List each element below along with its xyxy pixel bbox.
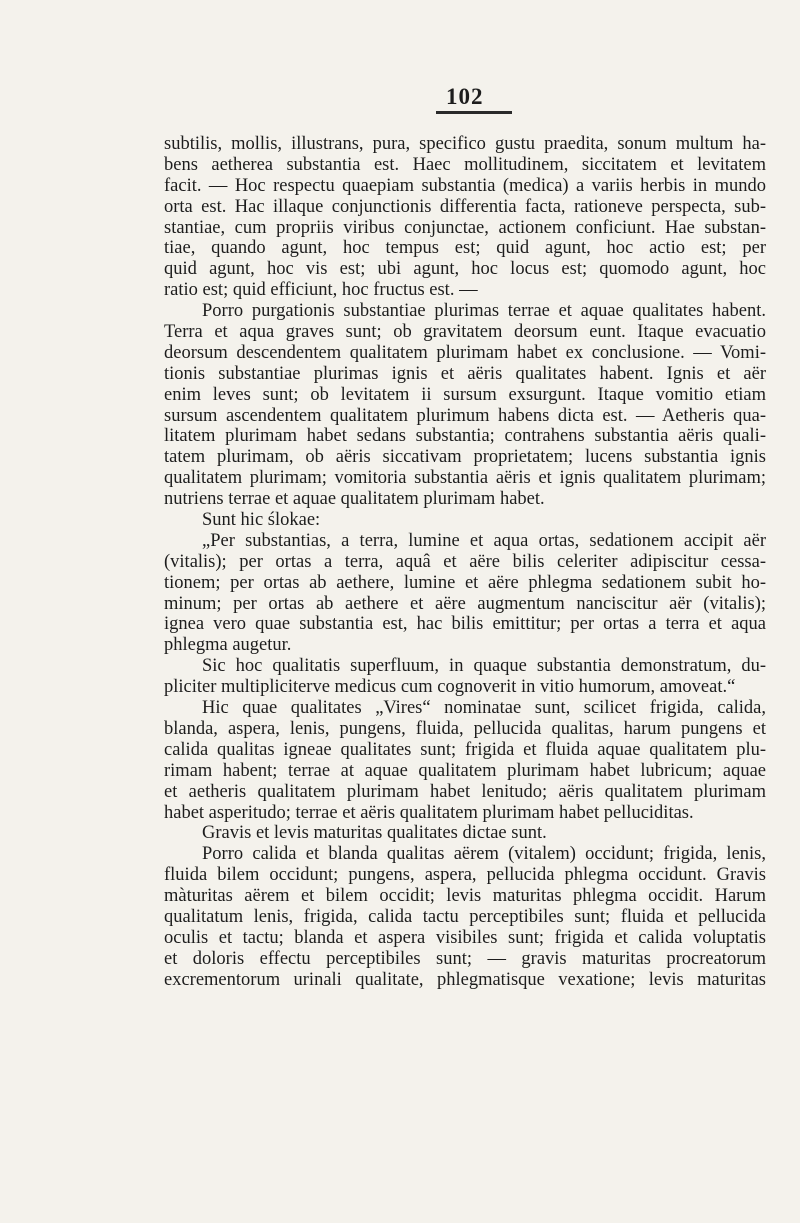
text-line: Hic quae qualitates „Vires“ nominatae sunt, scilicet frigida, calida,	[202, 698, 766, 719]
text-line: „Per substantias, a terra, lumine et aqua ortas, sedationem accipit aër	[202, 530, 766, 551]
text-line: Sunt hic ślokae:	[202, 510, 321, 531]
text-line: et aetheris qualitatem plurimam habet lenitudo; aëris qualitatem plurimam	[164, 781, 766, 802]
text-line: bens aetherea substantia est. Haec mollitudinem, siccitatem et levitatem	[164, 154, 766, 175]
text-line: Porro calida et blanda qualitas aërem (vitalem) occidunt; frigida, lenis,	[202, 844, 766, 865]
text-line: phlegma augetur.	[164, 635, 292, 656]
text-line: qualitatem plurimam; vomitoria substantia aëris et ignis qualitatem plurimam;	[164, 468, 766, 489]
text-line: enim leves sunt; ob levitatem ii sursum exsurgunt. Itaque vomitio etiam	[164, 384, 766, 405]
text-line: et doloris effectu perceptibiles sunt; — gravis maturitas procreatorum	[164, 948, 766, 969]
text-line: stantiae, cum propriis viribus conjunctae, actionem conficiunt. Hae substan-	[164, 217, 766, 238]
text-line: Terra et aqua graves sunt; ob gravitatem deorsum eunt. Itaque evacuatio	[164, 322, 766, 343]
text-line: tionis substantiae plurimas ignis et aëris qualitates habent. Ignis et aër	[164, 363, 766, 384]
text-line: Porro purgationis substantiae plurimas terrae et aquae qualitates habent.	[202, 301, 766, 322]
text-line: tionem; per ortas ab aethere, lumine et aëre phlegma sedationem subit ho-	[164, 572, 766, 593]
text-line: minum; per ortas ab aethere et aëre augmentum nanciscitur aër (vitalis);	[164, 593, 766, 614]
text-line: rimam habent; terrae at aquae qualitatem plurimam habet lubricum; aquae	[164, 760, 766, 781]
page-number-rule	[436, 111, 512, 114]
text-line: ignea vero quae substantia est, hac bilis emittitur; per ortas a terra et aqua	[164, 614, 766, 635]
text-line: quid agunt, hoc vis est; ubi agunt, hoc locus est; quomodo agunt, hoc	[164, 259, 766, 280]
text-line: Gravis et levis maturitas qualitates dictae sunt.	[202, 823, 547, 844]
text-line: calida qualitas igneae qualitates sunt; frigida et fluida aquae qualitatem plu-	[164, 739, 766, 760]
text-line: qualitatum lenis, frigida, calida tactu perceptibiles sunt; fluida et pellucida	[164, 906, 766, 927]
text-line: tatem plurimam, ob aëris siccativam proprietatem; lucens substantia ignis	[164, 447, 766, 468]
text-line: pliciter multipliciterve medicus cum cognoverit in vitio humorum, amoveat.“	[164, 677, 736, 698]
text-line: orta est. Hac illaque conjunctionis differentia facta, rationeve perspecta, sub-	[164, 196, 766, 217]
text-line: excrementorum urinali qualitate, phlegmatisque vexatione; levis maturitas	[164, 969, 766, 990]
body-text	[164, 134, 766, 991]
text-line: oculis et tactu; blanda et aspera visibiles sunt; frigida et calida voluptatis	[164, 927, 766, 948]
text-line: (vitalis); per ortas a terra, aquâ et aëre bilis celeriter adipiscitur cessa-	[164, 551, 766, 572]
text-line: litatem plurimam habet sedans substantia; contrahens substantia aëris quali-	[164, 426, 766, 447]
text-line: fluida bilem occidunt; pungens, aspera, pellucida phlegma occidunt. Gravis	[164, 865, 766, 886]
text-line: habet asperitudo; terrae et aëris qualitatem plurimam habet pelluciditas.	[164, 802, 694, 823]
text-line: deorsum descendentem qualitatem plurimam habet ex conclusione. — Vomi-	[164, 342, 766, 363]
text-line: nutriens terrae et aquae qualitatem plurimam habet.	[164, 489, 545, 510]
text-line: sursum ascendentem qualitatem plurimum habens dicta est. — Aetheris qua-	[164, 405, 766, 426]
text-line: ratio est; quid efficiunt, hoc fructus est. —	[164, 280, 478, 301]
text-line: Sic hoc qualitatis superfluum, in quaque substantia demonstratum, du-	[202, 656, 766, 677]
text-line: tiae, quando agunt, hoc tempus est; quid agunt, hoc actio est; per	[164, 238, 766, 259]
text-line: màturitas aërem et bilem occidit; levis maturitas phlegma occidit. Harum	[164, 886, 766, 907]
page-number: 102	[446, 84, 484, 109]
text-line: facit. — Hoc respectu quaepiam substantia (medica) a variis herbis in mundo	[164, 175, 766, 196]
text-line: blanda, aspera, lenis, pungens, fluida, pellucida qualitas, harum pungens et	[164, 718, 766, 739]
text-line: subtilis, mollis, illustrans, pura, specifico gustu praedita, sonum multum ha-	[164, 134, 766, 154]
